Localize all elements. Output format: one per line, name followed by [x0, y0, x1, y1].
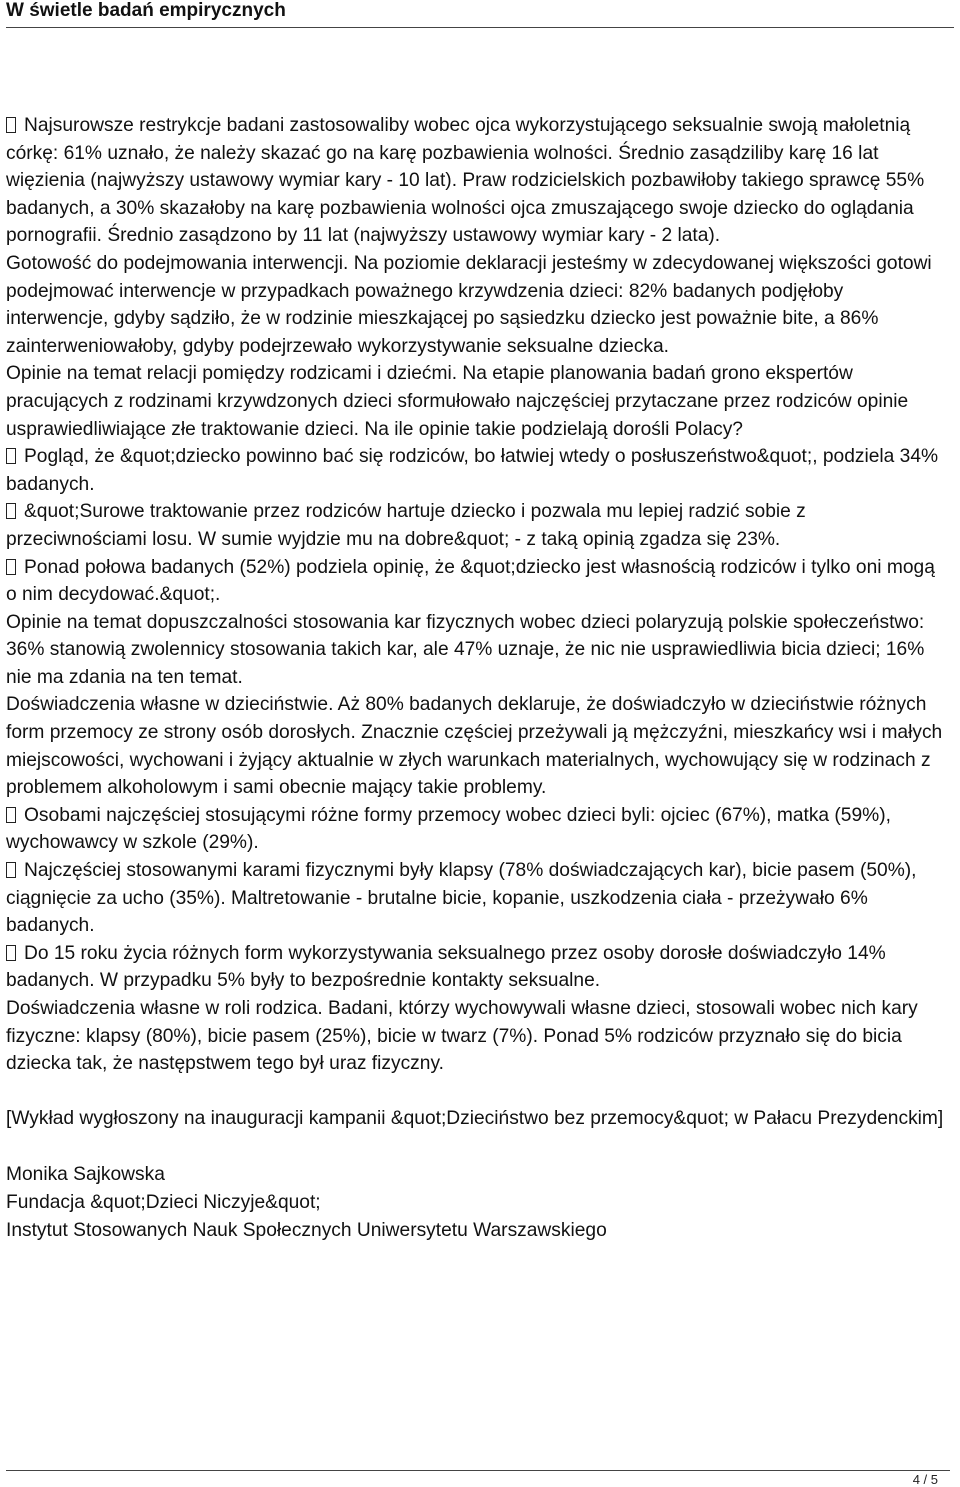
paragraph: Opinie na temat dopuszczalności stosowania kar fizycznych wobec dzieci polaryzują polskie społeczeństwo: 36% stanowią zwolennicy stosowania takich kar, ale 47% uznaje, że nic nie usprawiedliwia bicia dzieci; 16% nie ma zdania na ten temat.	[6, 611, 925, 688]
paragraph: Doświadczenia własne w roli rodzica. Badani, którzy wychowywali własne dzieci, stosowali wobec nich kary fizyczne: klapsy (80%), bicie pasem (25%), bicie w twarz (7%). Ponad 5% rodziców przyznało się do bicia dziecka tak, że następstwem tego był uraz fizyczny.	[6, 998, 918, 1075]
missing-glyph-box-icon	[6, 559, 16, 575]
page-header	[6, 0, 954, 28]
page-number: 4 / 5	[912, 1472, 938, 1487]
missing-glyph-box-icon	[6, 503, 16, 519]
paragraph-text: Pogląd, że &quot;dziecko powinno bać się rodziców, bo łatwiej wtedy o posłuszeństwo&quot;, podziela 34% badanych.	[6, 446, 939, 495]
page-title: W świetle badań empirycznych	[6, 0, 286, 21]
author-institute: Instytut Stosowanych Nauk Społecznych Uniwersytetu Warszawskiego	[6, 1219, 607, 1241]
paragraph: Gotowość do podejmowania interwencji. Na poziomie deklaracji jesteśmy w zdecydowanej większości gotowi podejmować interwencje w przypadkach poważnego krzywdzenia dzieci: 82% badanych podjęłoby interwencje, gdyby sądziło, że w rodzinie mieszkającej po sąsiedzku dziecko jest poważnie bite, a 86% zainterweniowałoby, gdyby podejrzewało wykorzystywanie seksualne dziecka.	[6, 252, 932, 357]
missing-glyph-box-icon	[6, 945, 16, 961]
paragraph-text: Osobami najczęściej stosującymi różne formy przemocy wobec dzieci byli: ojciec (67%), matka (59%), wychowawcy w szkole (29%).	[6, 804, 891, 854]
paragraph-text: Najczęściej stosowanymi karami fizycznymi były klapsy (78% doświadczających kar), bicie pasem (50%), ciągnięcie za ucho (35%). Maltretowanie - brutalne bicie, kopanie, uszkodzenia ciała - przeżywało 6% badanych.	[6, 860, 917, 937]
paragraph: Opinie na temat relacji pomiędzy rodzicami i dziećmi. Na etapie planowania badań grono ekspertów pracujących z rodzinami krzywdzonych dzieci sformułowało najczęściej przytaczane przez rodziców opinie usprawiedliwiające złe traktowanie dzieci. Na ile opinie takie podzielają dorośli Polacy?	[6, 363, 909, 440]
author-name: Monika Sajkowska	[6, 1164, 165, 1186]
paragraph	[6, 554, 950, 609]
paragraph-text: &quot;Surowe traktowanie przez rodziców hartuje dziecko i pozwala mu lepiej radzić sobie z przeciwnościami losu. W sumie wyjdzie mu na dobre&quot; - z taką opinią zgadza się 23%.	[6, 501, 806, 550]
missing-glyph-box-icon	[6, 117, 16, 133]
missing-glyph-box-icon	[6, 807, 16, 823]
paragraph	[6, 498, 950, 553]
paragraph	[6, 940, 950, 995]
author-organization: Fundacja &quot;Dzieci Niczyje&quot;	[6, 1191, 321, 1213]
paragraph	[6, 443, 950, 498]
paragraph	[6, 802, 950, 857]
paragraph: Doświadczenia własne w dzieciństwie. Aż 80% badanych deklaruje, że doświadczyło w dzieciństwie różnych form przemocy ze strony osób dorosłych. Znacznie częściej przeżywali ją mężczyźni, mieszkańcy wsi i małych miejscowości, wychowani i żyjący aktualnie w złych warunkach materialnych, wychowujący się w rodzinach z problemem alkoholowym i sami obecnie mający takie problemy.	[6, 694, 943, 799]
missing-glyph-box-icon	[6, 862, 16, 878]
paragraph-text: Do 15 roku życia różnych form wykorzystywania seksualnego przez osoby dorosłe doświadczyło 14% badanych. W przypadku 5% były to bezpośrednie kontakty seksualne.	[6, 942, 886, 992]
missing-glyph-box-icon	[6, 448, 16, 464]
paragraph	[6, 857, 950, 940]
footer-divider	[6, 1470, 950, 1471]
paragraph-text: Ponad połowa badanych (52%) podziela opinię, że &quot;dziecko jest własnością rodziców i tylko oni mogą o nim decydować.&quot;.	[6, 556, 935, 606]
paragraph-text: Najsurowsze restrykcje badani zastosowaliby wobec ojca wykorzystującego seksualnie swoją małoletnią córkę: 61% uznało, że należy skazać go na karę pozbawienia wolności. Średnio zasądziliby karę 16 lat więzienia (najwyższy ustawowy wymiar kary - 10 lat). Praw rodzicielskich pozbawiłoby takiego sprawcę 55% badanych, a 30% skazałoby na karę pozbawienia wolności ojca zmuszającego swoje dziecko do oglądania pornografii. Średnio zasądzono by 11 lat (najwyższy ustawowy wymiar kary - 2 lata).	[6, 115, 925, 247]
document-body	[6, 112, 950, 1244]
lecture-note: [Wykład wygłoszony na inauguracji kampanii &quot;Dzieciństwo bez przemocy&quot; w Pałacu Prezydenckim]	[6, 1107, 944, 1129]
paragraph	[6, 112, 950, 250]
